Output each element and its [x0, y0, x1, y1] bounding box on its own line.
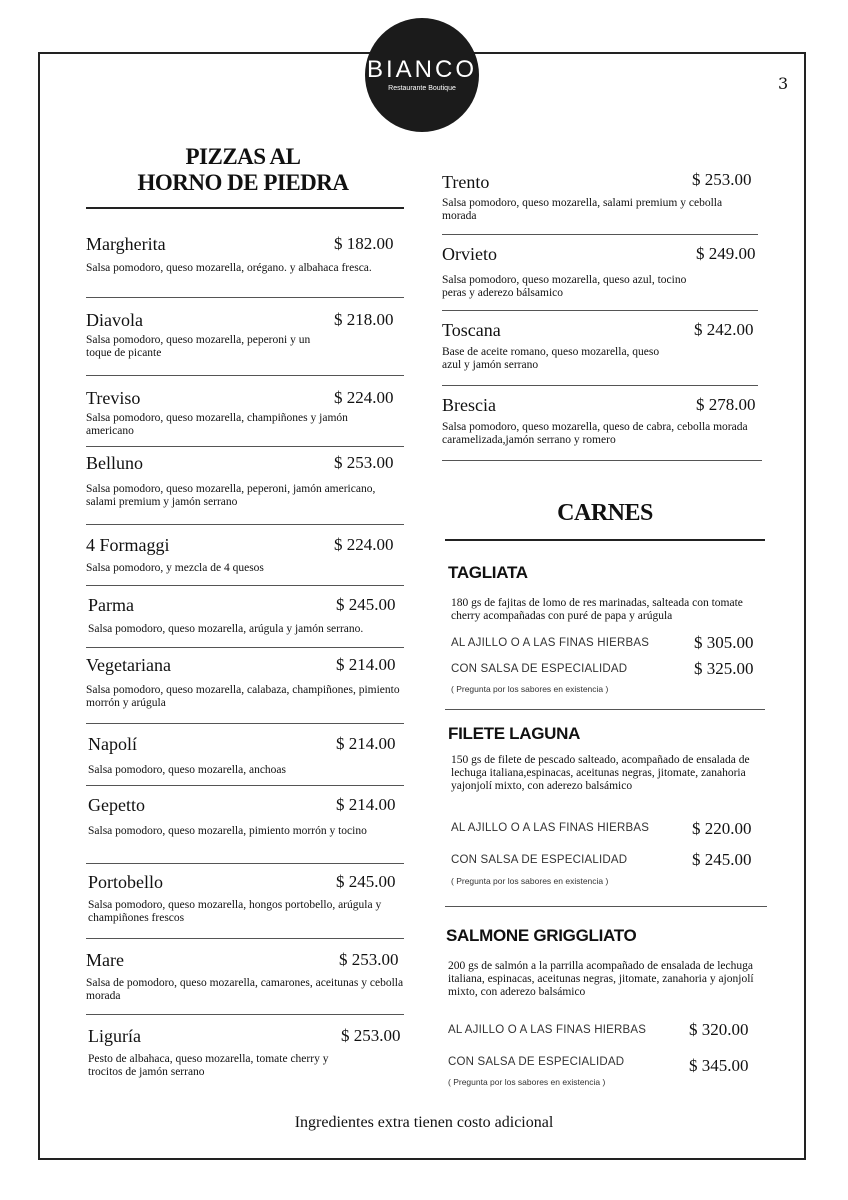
item-description: Salsa de pomodoro, queso mozarella, camarones, aceitunas y cebolla morada	[86, 977, 404, 1002]
item-name: Parma	[88, 595, 134, 615]
brand-logo	[365, 18, 479, 132]
item-name: Margherita	[86, 234, 166, 254]
menu-item	[86, 310, 404, 370]
item-divider	[442, 310, 758, 311]
menu-item	[86, 535, 404, 580]
item-divider	[86, 297, 404, 298]
menu-item	[86, 655, 404, 715]
dish-name: TAGLIATA	[448, 563, 528, 582]
option-price: $ 345.00	[689, 1056, 749, 1075]
menu-item	[86, 234, 404, 294]
item-divider	[442, 385, 758, 386]
availability-note: ( Pregunta por los sabores en existencia )	[451, 876, 609, 886]
item-description: Salsa pomodoro, queso mozarella, queso de cabra, cebolla morada caramelizada,jamón serrano y romero	[442, 421, 748, 446]
option-label: AL AJILLO O A LAS FINAS HIERBAS	[451, 822, 650, 834]
item-description: Salsa pomodoro, queso mozarella, arúgula y jamón serrano.	[88, 623, 364, 635]
menu-item	[88, 1026, 406, 1086]
option-price: $ 220.00	[692, 819, 752, 838]
option-label: CON SALSA DE ESPECIALIDAD	[448, 1056, 625, 1068]
carnes-section-title: CARNES	[557, 500, 653, 526]
menu-item	[442, 320, 760, 380]
brand-name: BIANCO	[366, 56, 477, 83]
item-description: Salsa pomodoro, queso mozarella, orégano. y albahaca fresca.	[86, 262, 372, 274]
item-name: Treviso	[86, 388, 141, 408]
item-price: $ 249.00	[696, 244, 756, 263]
item-price: $ 182.00	[334, 234, 394, 253]
item-name: Mare	[86, 950, 124, 970]
item-price: $ 224.00	[334, 388, 394, 407]
menu-item	[86, 453, 404, 515]
extra-ingredients-note: Ingredientes extra tienen costo adicional	[294, 1114, 554, 1131]
item-price: $ 218.00	[334, 310, 394, 329]
availability-note: ( Pregunta por los sabores en existencia )	[448, 1077, 606, 1087]
brand-tagline: Restaurante Boutique	[388, 85, 456, 92]
menu-item	[88, 795, 406, 855]
item-divider	[86, 1014, 404, 1015]
item-description: Salsa pomodoro, queso mozarella, queso azul, tocino peras y aderezo bálsamico	[442, 274, 687, 299]
item-description: Salsa pomodoro, queso mozarella, calabaza, champiñones, pimiento morrón y arúgula	[86, 684, 400, 709]
item-price: $ 214.00	[336, 734, 396, 753]
dish-divider	[445, 906, 767, 907]
option-price: $ 305.00	[694, 633, 754, 652]
dish-name: FILETE LAGUNA	[448, 724, 581, 743]
item-name: Orvieto	[442, 244, 497, 264]
item-divider	[86, 446, 404, 447]
item-name: 4 Formaggi	[86, 535, 170, 555]
menu-item	[88, 595, 406, 640]
item-name: Trento	[442, 172, 490, 192]
item-description: Salsa pomodoro, queso mozarella, peperoni, jamón americano, salami premium y jamón serrano	[86, 483, 376, 508]
item-description: Pesto de albahaca, queso mozarella, tomate cherry y trocitos de jamón serrano	[88, 1053, 329, 1078]
item-price: $ 253.00	[339, 950, 399, 969]
item-price: $ 245.00	[336, 595, 396, 614]
item-divider	[86, 585, 404, 586]
item-divider	[442, 460, 762, 461]
option-label: AL AJILLO O A LAS FINAS HIERBAS	[448, 1024, 647, 1036]
dish-description: 200 gs de salmón a la parrilla acompañado de ensalada de lechuga italiana, espinacas, aceitunas negras, jitomate, zanahoria y ajonjolí mixto, con aderezo balsámico	[448, 960, 754, 998]
menu-item	[442, 395, 760, 455]
dish-divider	[445, 709, 765, 710]
option-price: $ 245.00	[692, 850, 752, 869]
dish-description: 150 gs de filete de pescado salteado, acompañado de ensalada de lechuga italiana,espinacas, aceitunas negras, jitomate, zanahoria yajonjolí mixto, con aderezo balsámico	[451, 754, 750, 792]
item-name: Gepetto	[88, 795, 145, 815]
item-price: $ 253.00	[341, 1026, 401, 1045]
item-name: Belluno	[86, 453, 143, 473]
item-price: $ 253.00	[334, 453, 394, 472]
item-description: Salsa pomodoro, queso mozarella, salami premium y cebolla morada	[442, 197, 723, 222]
availability-note: ( Pregunta por los sabores en existencia )	[451, 684, 609, 694]
item-name: Brescia	[442, 395, 496, 415]
item-description: Base de aceite romano, queso mozarella, queso azul y jamón serrano	[442, 346, 660, 371]
page-number: 3	[778, 74, 789, 93]
menu-item	[442, 170, 760, 230]
carnes-title-rule	[445, 539, 765, 541]
menu-item	[88, 734, 406, 779]
option-label: CON SALSA DE ESPECIALIDAD	[451, 854, 628, 866]
pizzas-title-line2: HORNO DE PIEDRA	[137, 170, 349, 195]
dish-name: SALMONE GRIGGLIATO	[446, 926, 637, 945]
item-price: $ 278.00	[696, 395, 756, 414]
item-divider	[86, 524, 404, 525]
pizzas-title-rule	[86, 207, 404, 209]
item-divider	[86, 863, 404, 864]
item-divider	[86, 785, 404, 786]
item-price: $ 214.00	[336, 655, 396, 674]
item-price: $ 214.00	[336, 795, 396, 814]
option-label: AL AJILLO O A LAS FINAS HIERBAS	[451, 637, 650, 649]
item-description: Salsa pomodoro, queso mozarella, champiñones y jamón americano	[86, 412, 348, 437]
item-description: Salsa pomodoro, queso mozarella, pimiento morrón y tocino	[88, 825, 367, 837]
item-name: Liguría	[88, 1026, 141, 1046]
item-divider	[86, 723, 404, 724]
item-price: $ 253.00	[692, 170, 752, 189]
item-price: $ 224.00	[334, 535, 394, 554]
item-name: Portobello	[88, 872, 163, 892]
item-name: Napolí	[88, 734, 137, 754]
pizzas-section-title	[84, 144, 402, 196]
dish-description: 180 gs de fajitas de lomo de res marinadas, salteada con tomate cherry acompañadas con puré de papa y arúgula	[451, 597, 743, 622]
item-divider	[86, 647, 404, 648]
item-description: Salsa pomodoro, queso mozarella, hongos portobello, arúgula y champiñones frescos	[88, 899, 382, 924]
item-description: Salsa pomodoro, queso mozarella, anchoas	[88, 764, 286, 776]
item-name: Diavola	[86, 310, 143, 330]
item-description: Salsa pomodoro, y mezcla de 4 quesos	[86, 562, 264, 574]
item-divider	[86, 938, 404, 939]
menu-item	[86, 950, 404, 1010]
option-price: $ 320.00	[689, 1020, 749, 1039]
item-description: Salsa pomodoro, queso mozarella, peperoni y un toque de picante	[86, 334, 311, 359]
option-label: CON SALSA DE ESPECIALIDAD	[451, 663, 628, 675]
item-divider	[442, 234, 758, 235]
pizzas-title-line1: PIZZAS AL	[185, 144, 301, 169]
item-name: Toscana	[442, 320, 501, 340]
menu-item	[88, 872, 406, 932]
menu-item	[86, 388, 404, 444]
option-price: $ 325.00	[694, 659, 754, 678]
menu-item	[442, 244, 760, 304]
item-name: Vegetariana	[86, 655, 171, 675]
item-price: $ 242.00	[694, 320, 754, 339]
item-price: $ 245.00	[336, 872, 396, 891]
item-divider	[86, 375, 404, 376]
